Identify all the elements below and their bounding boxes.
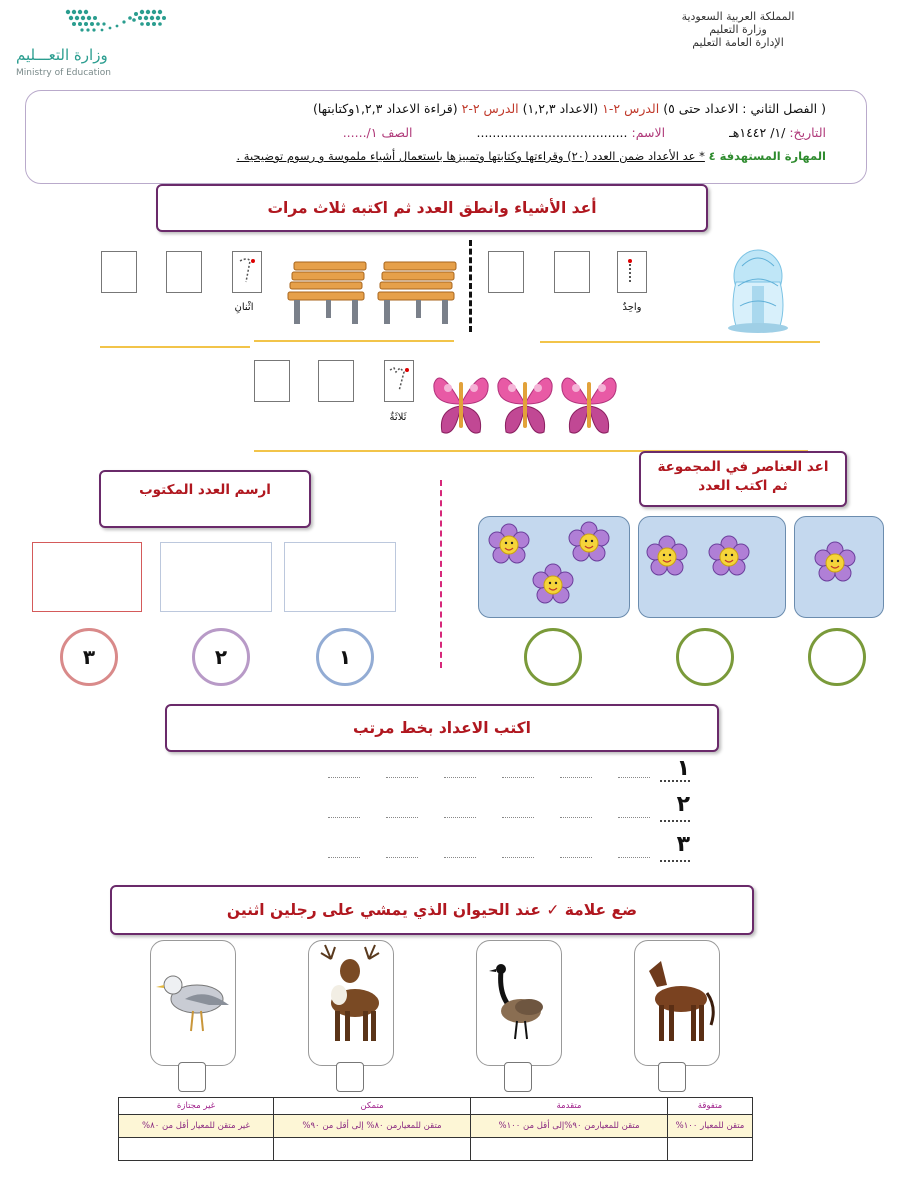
practice-digit-2: ٢ (676, 792, 690, 817)
separator-line (254, 340, 454, 342)
separator-line (540, 341, 820, 343)
lesson-2-topic: (قراءة الاعداد ١,٢,٣وكتابتها) (312, 101, 458, 116)
lesson-1-topic: (الاعداد ١,٢,٣) (522, 101, 599, 116)
school-header (658, 10, 818, 49)
dashed-divider (469, 240, 472, 332)
write-neatly-title: اكتب الاعداد بخط مرتب (165, 704, 719, 752)
deer-icon (308, 940, 394, 1066)
butterfly-icon (496, 366, 554, 444)
rubric-description-row (119, 1115, 753, 1138)
rubric-header: متمكن (274, 1098, 471, 1115)
seagull-icon (150, 940, 236, 1066)
rubric-cell[interactable] (668, 1138, 753, 1161)
write-box[interactable] (554, 251, 590, 293)
rubric-description: متقن للمعيار ١٠٠% (668, 1115, 753, 1138)
separator-line (100, 346, 250, 348)
fountain-icon (722, 246, 794, 340)
flower-group-3 (478, 516, 630, 618)
logo-arabic-text: وزارة التعـــليم (16, 46, 108, 64)
word-three: ثَلاثَةٌ (389, 412, 407, 423)
draw-box-3[interactable] (32, 542, 142, 612)
count-group-title-line1: اعد العناصر في المجموعة (657, 459, 829, 475)
write-box[interactable] (488, 251, 524, 293)
count-group-title (639, 451, 847, 507)
answer-circle[interactable] (808, 628, 866, 686)
dashed-divider-vertical (440, 480, 442, 668)
logo-english-text: Ministry of Education (16, 68, 111, 78)
goose-icon (476, 940, 562, 1066)
date-value[interactable]: /١/ ١٤٤٢هـ (729, 125, 786, 140)
lesson-2-label: الدرس ٢-٢ (461, 101, 519, 116)
trace-box-2 (232, 251, 262, 293)
lesson-line (313, 101, 826, 116)
word-one: واحِدٌ (622, 302, 642, 313)
department-name: الإدارة العامة التعليم (692, 36, 784, 49)
rubric-cell[interactable] (471, 1138, 668, 1161)
rubric-header: متفوقة (668, 1098, 753, 1115)
write-box[interactable] (318, 360, 354, 402)
answer-circle[interactable] (676, 628, 734, 686)
butterfly-icon (560, 366, 618, 444)
chapter-text: ( الفصل الثاني : الاعداد حتى ٥) (663, 101, 826, 116)
student-info-line (343, 125, 826, 140)
flower-group-1 (794, 516, 884, 618)
skill-line (236, 149, 826, 163)
rubric-description: غير متقن للمعيار أقل من ٨٠% (119, 1115, 274, 1138)
name-label: الاسم: (631, 125, 666, 140)
rubric-header: متقدمة (471, 1098, 668, 1115)
class-label[interactable]: الصف ١/...... (342, 125, 413, 140)
checkbox-deer[interactable] (336, 1062, 364, 1092)
rubric-blank-row (119, 1138, 753, 1161)
skill-label: المهارة المستهدفة ٤ (708, 149, 826, 163)
rubric-description: متقن للمعيارمن ٨٠% إلى أقل من ٩٠% (274, 1115, 471, 1138)
dotted-underline (660, 820, 690, 822)
write-box[interactable] (166, 251, 202, 293)
butterfly-icon (432, 366, 490, 444)
trace-box-1 (617, 251, 647, 293)
country-name: المملكة العربية السعودية (681, 10, 795, 23)
checkbox-horse[interactable] (658, 1062, 686, 1092)
dotted-underline (660, 780, 690, 782)
count-group-title-line2: ثم اكتب العدد (698, 478, 788, 494)
checkbox-goose[interactable] (504, 1062, 532, 1092)
bench-icon (376, 256, 462, 332)
rubric-cell[interactable] (274, 1138, 471, 1161)
word-two: اثْنانِ (234, 302, 254, 313)
rubric-header-row (119, 1098, 753, 1115)
name-field[interactable]: ...................................... (476, 125, 628, 140)
rubric-table (118, 1097, 753, 1161)
lesson-1-label: الدرس ٢-١ (602, 101, 660, 116)
lesson-info-box (25, 90, 867, 184)
dotted-row-3[interactable] (328, 856, 650, 858)
horse-icon (634, 940, 720, 1066)
draw-number-title: ارسم العدد المكتوب (99, 470, 311, 528)
rubric-description: متقن للمعيارمن ٩٠%إلى أقل من ١٠٠% (471, 1115, 668, 1138)
rubric-cell[interactable] (119, 1138, 274, 1161)
count-write-title: أعد الأشياء وانطق العدد ثم اكتبه ثلاث مرات (156, 184, 708, 232)
skill-description: * عد الأعداد ضمن العدد (٢٠) وقراءتها وكتابتها وتمييزها باستعمال أشياء ملموسة و رسوم توضيحية . (236, 149, 705, 163)
handwriting-practice (250, 756, 690, 876)
dotted-underline (660, 860, 690, 862)
bench-icon (286, 256, 372, 332)
ministry-name: وزارة التعليم (709, 23, 767, 36)
number-circle-3: ٣ (60, 628, 118, 686)
rubric-header: غير مجتازة (119, 1098, 274, 1115)
dotted-row-1[interactable] (328, 776, 650, 778)
trace-box-3 (384, 360, 414, 402)
number-circle-1: ١ (316, 628, 374, 686)
dotted-row-2[interactable] (328, 816, 650, 818)
checkbox-seagull[interactable] (178, 1062, 206, 1092)
practice-digit-3: ٣ (676, 832, 690, 857)
write-box[interactable] (101, 251, 137, 293)
date-label: التاريخ: (789, 125, 826, 140)
answer-circle[interactable] (524, 628, 582, 686)
write-box[interactable] (254, 360, 290, 402)
ministry-logo-icon (62, 6, 172, 42)
draw-box-1[interactable] (284, 542, 396, 612)
flower-group-2 (638, 516, 786, 618)
two-legs-title: ضع علامة ✓ عند الحيوان الذي يمشي على رجلين اثنين (110, 885, 754, 935)
practice-digit-1: ١ (676, 756, 690, 781)
draw-box-2[interactable] (160, 542, 272, 612)
number-circle-2: ٢ (192, 628, 250, 686)
